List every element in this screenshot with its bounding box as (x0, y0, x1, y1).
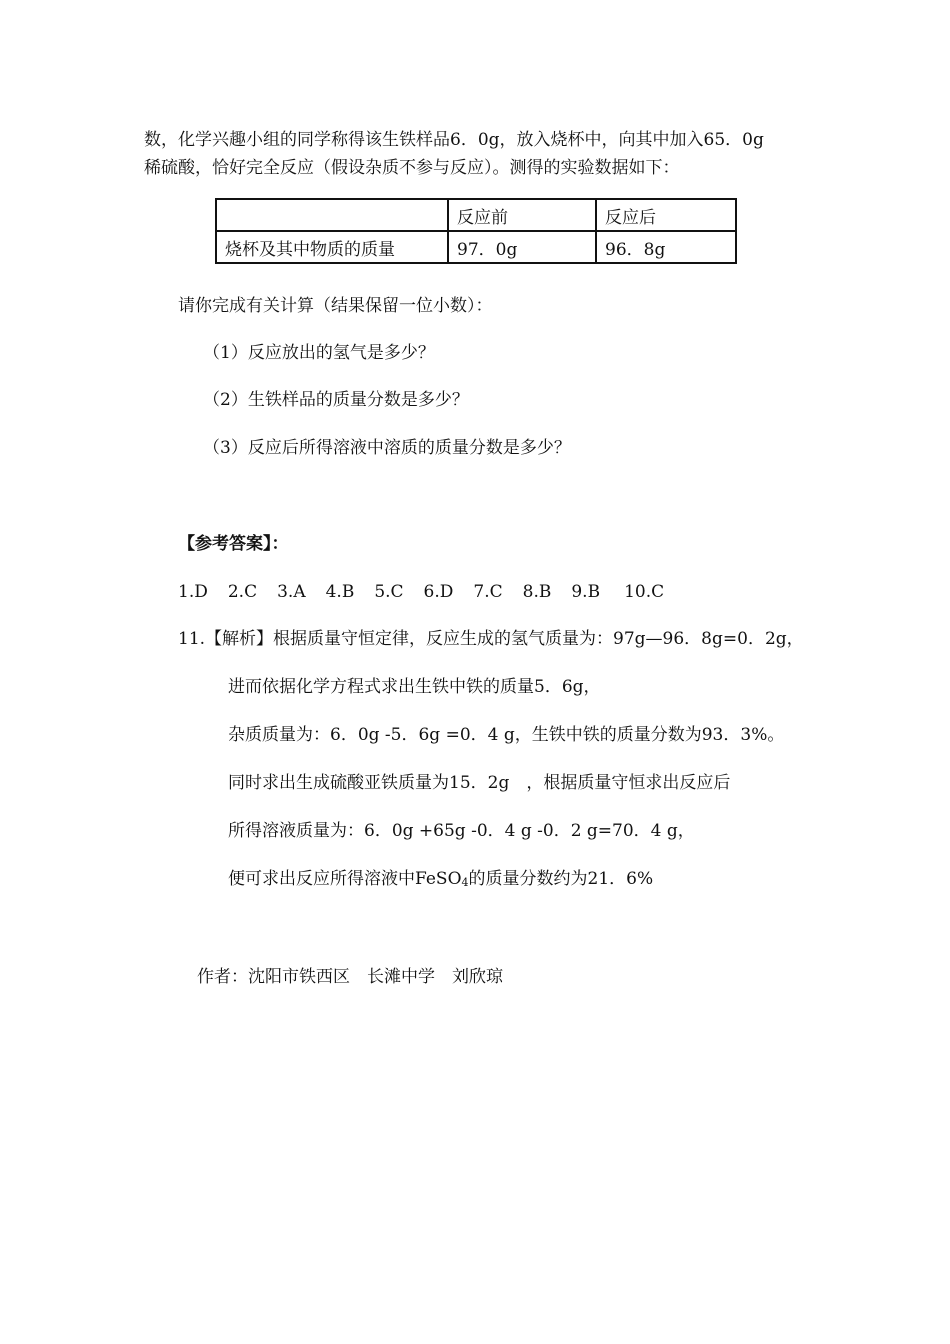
explanation-line-6-end: 的质量分数约为21．6% (468, 869, 654, 889)
table-row (216, 231, 736, 263)
answer-choice-4: 4.B (325, 582, 355, 602)
experiment-data-table (215, 198, 737, 264)
table-header-empty (216, 199, 448, 231)
answer-choice-3: 3.A (277, 582, 306, 602)
table-header-after: 反应后 (596, 199, 736, 231)
table-row-label: 烧杯及其中物质的质量 (216, 231, 448, 263)
explanation-line-3: 杂质质量为：6．0g -5．6g =0．4 g，生铁中铁的质量分数为93．3%。 (228, 725, 785, 745)
answer-choice-10: 10.C (624, 582, 665, 602)
explanation-line-1: 11.【解析】根据质量守恒定律，反应生成的氢气质量为：97g—96．8g=0．2g， (178, 629, 804, 649)
calculation-prompt: 请你完成有关计算（结果保留一位小数）： (178, 296, 493, 316)
table-header-before: 反应前 (448, 199, 596, 231)
explanation-line-4: 同时求出生成硫酸亚铁质量为15．2g ，根据质量守恒求出反应后 (228, 773, 731, 793)
question-2: （2）生铁样品的质量分数是多少？ (203, 390, 469, 410)
paragraph-line-1: 数，化学兴趣小组的同学称得该生铁样品6．0g，放入烧杯中，向其中加入65．0g (144, 130, 764, 150)
answer-choice-5: 5.C (374, 582, 404, 602)
table-cell-after: 96．8g (596, 231, 736, 263)
formula-subscript: 4 (461, 876, 469, 889)
explanation-line-2: 进而依据化学方程式求出生铁中铁的质量5．6g， (228, 677, 601, 697)
answer-choice-6: 6.D (423, 582, 454, 602)
answer-choice-7: 7.C (473, 582, 503, 602)
table-cell-before: 97．0g (448, 231, 596, 263)
question-1: （1）反应放出的氢气是多少？ (203, 343, 435, 363)
author-line: 作者：沈阳市铁西区 长滩中学 刘欣琼 (197, 967, 503, 987)
answer-choice-1: 1.D (178, 582, 208, 602)
explanation-line-5: 所得溶液质量为：6．0g +65g -0．4 g -0．2 g=70．4 g， (228, 821, 695, 841)
answer-heading: 【参考答案】： (178, 534, 289, 554)
explanation-line-6-start: 便可求出反应所得溶液中FeSO (228, 869, 462, 889)
explanation-line-6 (228, 867, 653, 895)
answer-choice-9: 9.B (571, 582, 601, 602)
answer-choice-2: 2.C (227, 582, 258, 602)
paragraph-line-2: 稀硫酸，恰好完全反应（假设杂质不参与反应）。测得的实验数据如下： (144, 158, 680, 178)
answer-choice-8: 8.B (522, 582, 552, 602)
question-3: （3）反应后所得溶液中溶质的质量分数是多少？ (203, 438, 571, 458)
table-header-row (216, 199, 736, 231)
answer-choices (178, 580, 664, 604)
